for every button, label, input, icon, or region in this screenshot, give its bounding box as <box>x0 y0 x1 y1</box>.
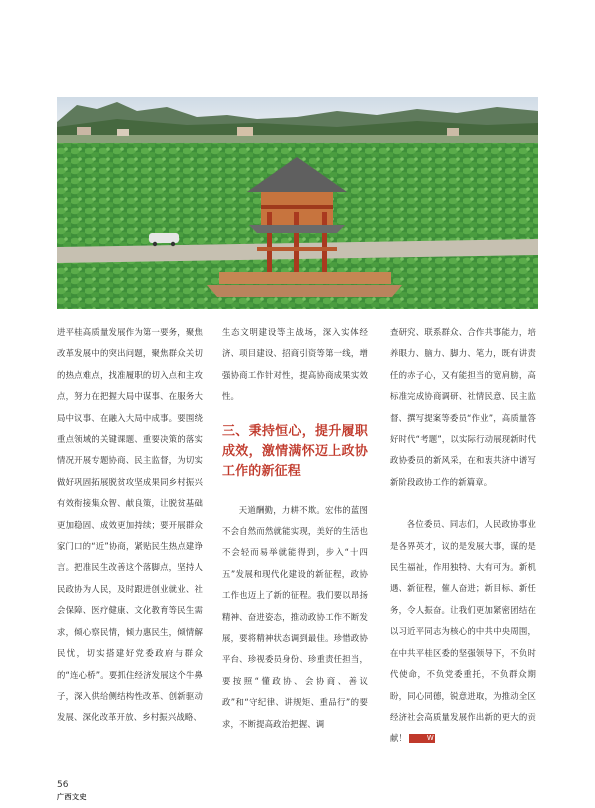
text-column-2 <box>222 322 368 735</box>
closing-paragraph-text: 各位委员、同志们，人民政协事业是各界英才，议的是发展大事，谋的是民生福祉，作用独特、大有可为。新机遇、新征程，催人奋进；新目标、新任务，令人振奋。让我们更加紧密团结在以习近平同志为核心的中共中央周围，在中共平桂区委的坚强领导下，不负时代使命，不负党委重托，不负群众期盼，同心同德，锐意进取，为推动全区经济社会高质量发展作出新的更大的贡献！ <box>390 519 536 744</box>
body-paragraph: 生态文明建设等主战场，深入实体经济、项目建设、招商引资等第一线，增强协商工作针对性，提高协商成果实效性。 <box>222 327 368 402</box>
body-paragraph: 天道酬勤，力耕不欺。宏伟的蓝图不会自然而然就能实现，美好的生活也不会轻而易举就能得到，步入“十四五”发展和现代化建设的新征程，政协工作也迈上了新的征程。我们要以昂扬精神、奋进姿态，推动政协工作不断发展，要将精神状态调到最佳。珍惜政协平台、珍视委员身份、珍重责任担当，要按照“懂政协、会协商、善议政”和“守纪律、讲规矩、重品行”的要求，不断提高政治把握、调 <box>222 504 368 729</box>
body-paragraph: 进平桂高质量发展作为第一要务，聚焦改革发展中的突出问题，聚焦群众关切的热点难点，找准履职的切入点和主攻点，努力在把握大局中谋事、在服务大局中议事、在融入大局中成事。要围绕重点领域的关键课题、重要决策的落实情况开展专题协商、民主监督，为切实做好巩固拓展脱贫攻坚成果同乡村振兴有效衔接集众智、献良策，让脱贫基础更加稳固、成效更加持续；要开展群众家门口的“近”协商，紧贴民生热点建诤言。把准民生改善这个落脚点，坚持人民政协为人民，及时跟进创业就业、社会保障、医疗健康、文化教育等民生需求，倾心察民情，倾力惠民生，倾情解民忧，切实搭建好党委政府与群众的“连心桥”。要抓住经济发展这个牛鼻子，深入供给侧结构性改革、创新驱动发展、深化改革开放、乡村振兴战略、 <box>57 327 203 723</box>
page-number: 56 <box>57 780 69 790</box>
body-paragraph: 查研究、联系群众、合作共事能力，培养眼力、脑力、脚力、笔力，既有讲责任的赤子心，又有能担当的宽肩膀，高标准完成协商调研、社情民意、民主监督、撰写提案等委员“作业”，高质量答好时代“考题”，以实际行动展现新时代政协委员的新风采，在和衷共济中谱写新阶段政协工作的新篇章。 <box>390 327 536 487</box>
section-heading: 三、秉持恒心，提升履职成效，激情满怀迈上政协工作的新征程 <box>222 423 368 479</box>
body-paragraph <box>390 514 536 749</box>
lotus-field-pavilion-photo <box>57 97 538 309</box>
magazine-name: 广西文史 <box>57 793 87 801</box>
text-column-1 <box>57 322 203 729</box>
text-column-3 <box>390 322 536 750</box>
end-mark: W <box>409 734 435 743</box>
photo-illustration <box>57 97 538 309</box>
